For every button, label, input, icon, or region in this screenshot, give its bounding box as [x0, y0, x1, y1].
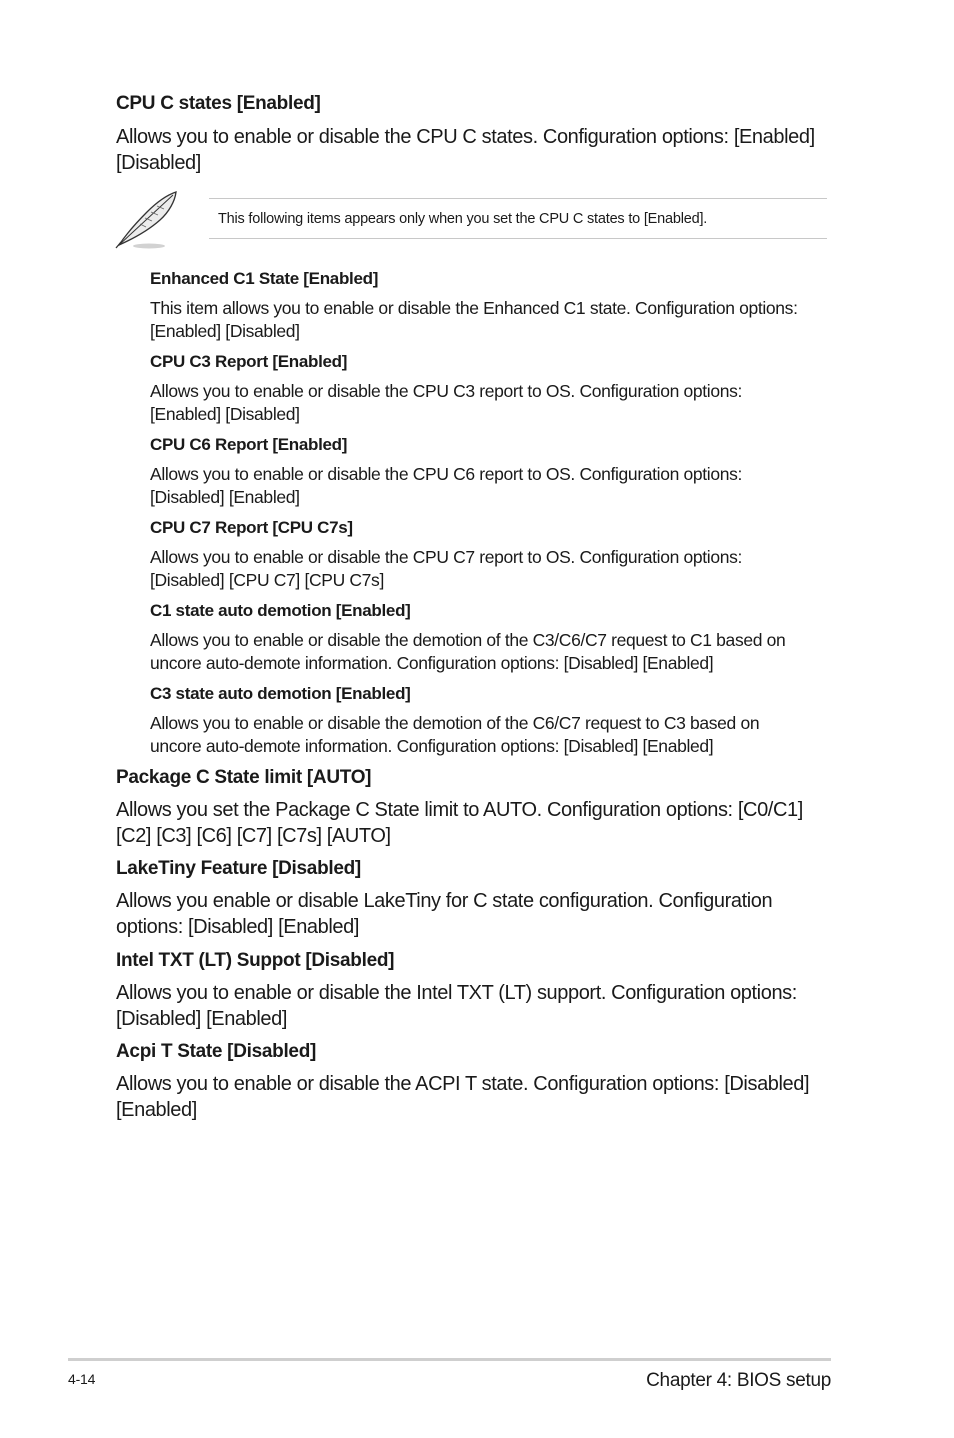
subsection-heading-cpu-c3: CPU C3 Report [Enabled]: [150, 352, 348, 371]
body-line: Allows you enable or disable LakeTiny for C state configuration. Configuration: [116, 890, 773, 912]
section-heading-intel-txt: Intel TXT (LT) Suppot [Disabled]: [116, 950, 395, 971]
section-body-cpu-c-states: [116, 124, 846, 176]
body-line: [Disabled] [Enabled]: [116, 1008, 288, 1030]
body-line: This item allows you to enable or disable the Enhanced C1 state. Configuration options:: [150, 298, 798, 318]
note-bottom-rule: [209, 238, 827, 239]
body-line: Allows you to enable or disable the demotion of the C6/C7 request to C3 based on: [150, 713, 760, 733]
pen-icon: [113, 189, 183, 251]
subsection-body-c1-demotion: [150, 629, 840, 675]
subsection-heading-enhanced-c1: Enhanced C1 State [Enabled]: [150, 269, 379, 288]
section-heading-acpi-t-state: Acpi T State [Disabled]: [116, 1041, 317, 1062]
subsection-heading-c3-demotion: C3 state auto demotion [Enabled]: [150, 684, 411, 703]
chapter-title: Chapter 4: BIOS setup: [646, 1370, 831, 1391]
body-line: [C2] [C3] [C6] [C7] [C7s] [AUTO]: [116, 825, 391, 847]
subsection-heading-cpu-c6: CPU C6 Report [Enabled]: [150, 435, 348, 454]
body-line: [Enabled]: [116, 1099, 197, 1121]
body-line: Allows you to enable or disable the CPU C3 report to OS. Configuration options:: [150, 381, 742, 401]
body-line: [Enabled] [Disabled]: [150, 321, 300, 341]
body-line: Allows you set the Package C State limit to AUTO. Configuration options: [C0/C1]: [116, 799, 803, 821]
section-body-intel-txt: [116, 980, 846, 1032]
subsection-body-cpu-c7: [150, 546, 840, 592]
footer-rule: [68, 1358, 831, 1361]
section-body-package-c-state: [116, 797, 846, 849]
subsection-body-enhanced-c1: [150, 297, 840, 343]
section-heading-package-c-state: Package C State limit [AUTO]: [116, 767, 372, 788]
body-line: Allows you to enable or disable the CPU C7 report to OS. Configuration options:: [150, 547, 742, 567]
section-body-acpi-t-state: [116, 1071, 846, 1123]
body-line: Allows you to enable or disable the CPU C states. Configuration options: [Enabled]: [116, 126, 815, 148]
subsection-body-cpu-c3: [150, 380, 840, 426]
body-line: [Disabled]: [116, 152, 201, 174]
note-text: This following items appears only when you set the CPU C states to [Enabled].: [218, 211, 708, 227]
section-body-laketiny: [116, 888, 846, 940]
body-line: [Disabled] [Enabled]: [150, 487, 300, 507]
body-line: uncore auto-demote information. Configuration options: [Disabled] [Enabled]: [150, 653, 714, 673]
body-line: Allows you to enable or disable the Intel TXT (LT) support. Configuration options:: [116, 982, 797, 1004]
subsection-body-cpu-c6: [150, 463, 840, 509]
body-line: options: [Disabled] [Enabled]: [116, 916, 360, 938]
subsection-heading-cpu-c7: CPU C7 Report [CPU C7s]: [150, 518, 353, 537]
section-heading-cpu-c-states: CPU C states [Enabled]: [116, 93, 321, 114]
section-heading-laketiny: LakeTiny Feature [Disabled]: [116, 858, 361, 879]
body-line: [Disabled] [CPU C7] [CPU C7s]: [150, 570, 384, 590]
subsection-heading-c1-demotion: C1 state auto demotion [Enabled]: [150, 601, 411, 620]
body-line: uncore auto-demote information. Configuration options: [Disabled] [Enabled]: [150, 736, 714, 756]
page-number: 4-14: [68, 1371, 96, 1387]
subsection-body-c3-demotion: [150, 712, 840, 758]
body-line: [Enabled] [Disabled]: [150, 404, 300, 424]
body-line: Allows you to enable or disable the CPU C6 report to OS. Configuration options:: [150, 464, 742, 484]
body-line: Allows you to enable or disable the ACPI T state. Configuration options: [Disabled]: [116, 1073, 810, 1095]
body-line: Allows you to enable or disable the demotion of the C3/C6/C7 request to C1 based on: [150, 630, 786, 650]
note-top-rule: [209, 198, 827, 199]
